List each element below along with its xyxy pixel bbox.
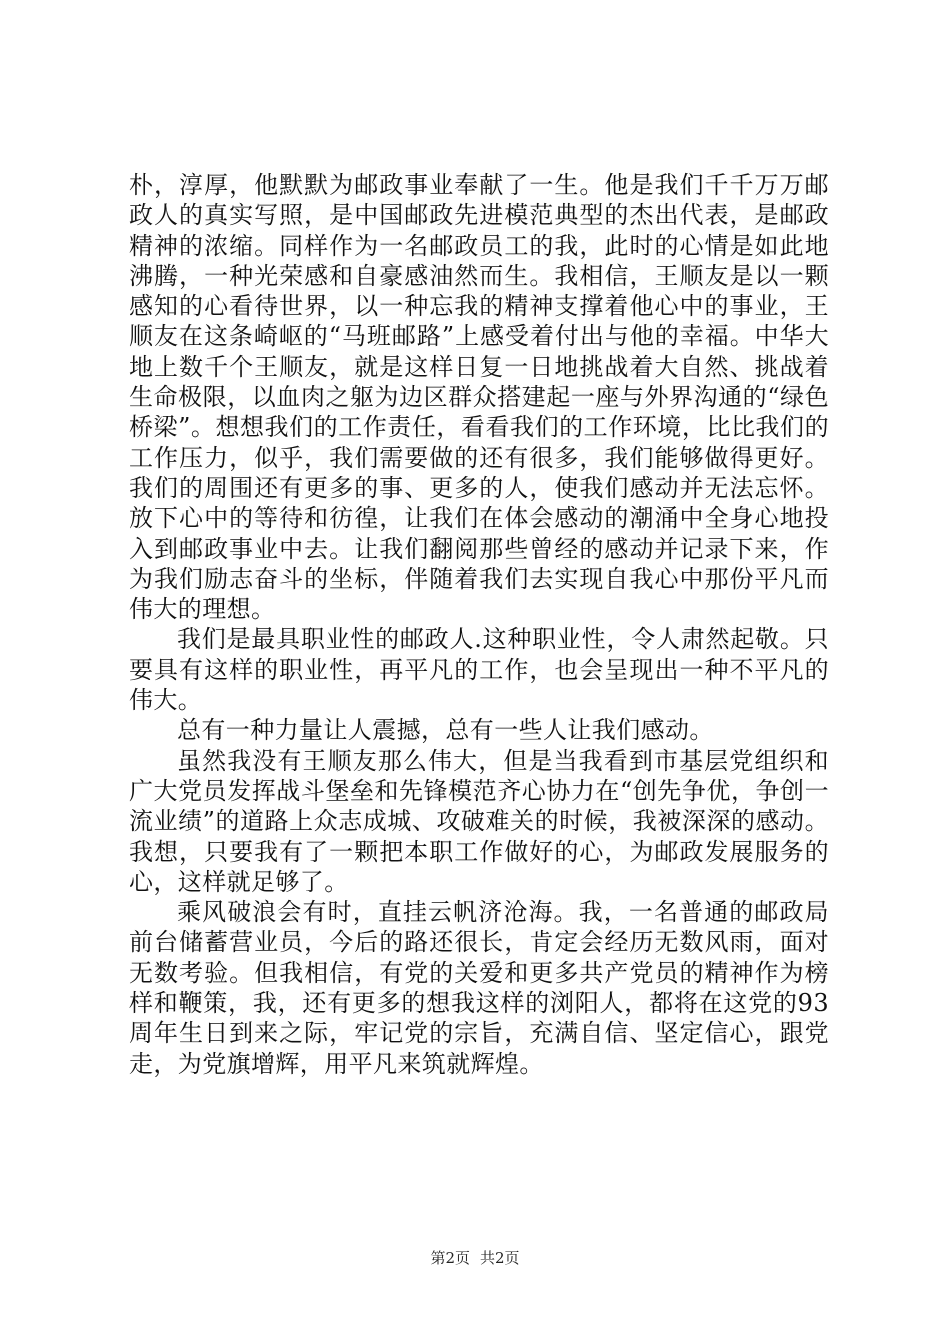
paragraph-professionalism: 我们是最具职业性的邮政人.这种职业性，令人肃然起敬。只要具有这样的职业性，再平凡的工作，也会呈现出一种不平凡的伟大。 xyxy=(129,625,829,715)
page-total: 共2页 xyxy=(480,1249,520,1267)
paragraph-moved: 总有一种力量让人震撼，总有一些人让我们感动。 xyxy=(177,716,714,745)
paragraph-party-members: 虽然我没有王顺友那么伟大，但是当我看到市基层党组织和广大党员发挥战斗堡垒和先锋模范齐心协力在“创先争优，争创一流业绩”的道路上众志成城、攻破难关的时候，我被深深的感动。我想，只要我有了一颗把本职工作做好的心，为邮政发展服务的心，这样就足够了。 xyxy=(129,746,829,896)
paragraph-conclusion: 乘风破浪会有时，直挂云帆济沧海。我，一名普通的邮政局前台储蓄营业员，今后的路还很长，肯定会经历无数风雨，面对无数考验。但我相信，有党的关爱和更多共产党员的精神作为榜样和鞭策，我，还有更多的想我这样的浏阳人，都将在这党的93周年生日到来之际，牢记党的宗旨，充满自信、坚定信心，跟党走，为党旗增辉，用平凡来筑就辉煌。 xyxy=(129,898,829,1078)
paragraph-continuation: 朴，淳厚，他默默为邮政事业奉献了一生。他是我们千千万万邮政人的真实写照，是中国邮政先进模范典型的杰出代表，是邮政精神的浓缩。同样作为一名邮政员工的我，此时的心情是如此地沸腾，一种光荣感和自豪感油然而生。我相信，王顺友是以一颗感知的心看待世界，以一种忘我的精神支撑着他心中的事业，王顺友在这条崎岖的“马班邮路”上感受着付出与他的幸福。中华大地上数千个王顺友，就是这样日复一日地挑战着大自然、挑战着生命极限，以血肉之躯为边区群众搭建起一座与外界沟通的“绿色桥梁”。想想我们的工作责任，看看我们的工作环境，比比我们的工作压力，似乎，我们需要做的还有很多，我们能够做得更好。我们的周围还有更多的事、更多的人，使我们感动并无法忘怀。放下心中的等待和彷徨，让我们在体会感动的潮涌中全身心地投入到邮政事业中去。让我们翻阅那些曾经的感动并记录下来，作为我们励志奋斗的坐标，伴随着我们去实现自我心中那份平凡而伟大的理想。 xyxy=(129,171,829,624)
body-text xyxy=(129,170,829,1079)
page-number: 第2页 xyxy=(430,1249,470,1267)
page-footer xyxy=(0,1248,950,1268)
